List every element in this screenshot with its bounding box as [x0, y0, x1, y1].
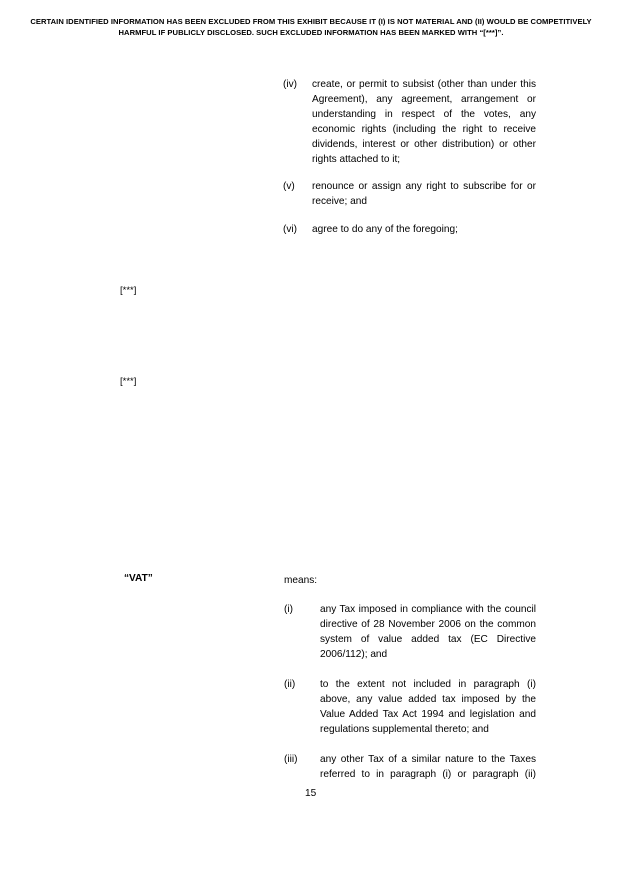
clause-number: (iii) [284, 754, 298, 765]
exclusion-notice: CERTAIN IDENTIFIED INFORMATION HAS BEEN EXCLUDED FROM THIS EXHIBIT BECAUSE IT (I) IS NOT MATERIAL AND (II) WOULD BE COMPETITIVELY HARMFUL IF PUBLICLY DISCLOSED. SUCH EXCLUDED INFORMATION HAS BEEN MARKED WITH “[***]”. [30, 17, 592, 37]
definition-means: means: [284, 575, 318, 586]
redaction-marker: [***] [120, 285, 137, 296]
clause-number: (v) [283, 181, 295, 192]
clause-text: renounce or assign any right to subscribe for or receive; and [312, 181, 536, 207]
clause-text: agree to do any of the foregoing; [312, 224, 458, 235]
clause-text: any Tax imposed in compliance with the council directive of 28 November 2006 on the common system of value added tax (EC Directive 2006/112); and [320, 604, 536, 660]
clause-text: to the extent not included in paragraph (i) above, any value added tax imposed by the Value Added Tax Act 1994 and legislation and regulations supplemental thereto; and [320, 679, 536, 735]
clause-number: (vi) [283, 224, 298, 235]
defined-term: “VAT” [124, 573, 153, 584]
redaction-marker: [***] [120, 376, 137, 387]
clause-text: any other Tax of a similar nature to the Taxes referred to in paragraph (i) or paragraph (ii) [320, 754, 536, 780]
clause-number: (i) [284, 604, 293, 615]
clause-number: (iv) [283, 79, 298, 90]
page-number: 15 [305, 788, 317, 799]
clause-text: create, or permit to subsist (other than under this Agreement), any agreement, arrangement or understanding in respect of the votes, any economic rights (including the right to receive dividends, interest or other distribution) or other rights attached to it; [312, 79, 536, 165]
clause-number: (ii) [284, 679, 296, 690]
